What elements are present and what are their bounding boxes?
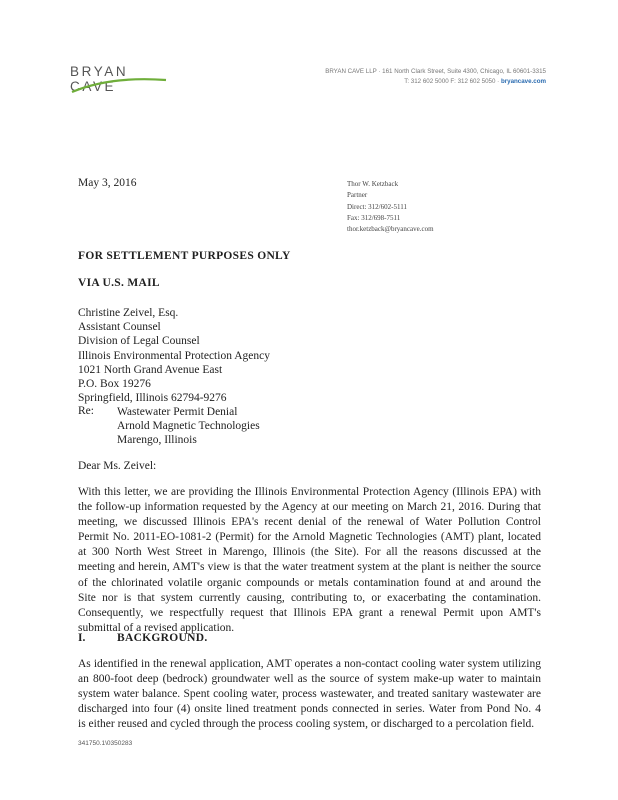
re-line: Marengo, Illinois [117,434,197,447]
document-reference: 341750.1\0350283 [78,740,133,747]
author-title: Partner [347,191,368,200]
paragraph-line: discharged into four (4) onsite lined treatment ponds connected in series. Water from Pond No. 4 [78,703,541,716]
paragraph-line: As identified in the renewal application, AMT operates a non-contact cooling water system utilizing [78,658,541,670]
recipient-line: Springfield, Illinois 62794-9276 [78,392,227,405]
logo-swoosh-icon [70,64,180,98]
recipient-line: Assistant Counsel [78,321,161,334]
paragraph-line: With this letter, we are providing the Illinois Environmental Protection Agency (Illinois EPA) with [78,486,541,498]
firm-contact-info [325,67,546,87]
section-number: I. [78,632,86,644]
paragraph-line: submittal of a revised application. [78,621,235,634]
author-direct-phone: Direct: 312/602-5111 [347,202,407,211]
author-email[interactable]: thor.ketzback@bryancave.com [347,225,434,234]
firm-phone: T: 312 602 5000 F: 312 602 5050 · [404,78,500,85]
delivery-method: VIA U.S. MAIL [78,277,160,289]
paragraph-line: an 800-foot deep (bedrock) groundwater well as the source of system make-up water to maintain [78,673,541,686]
salutation: Dear Ms. Zeivel: [78,460,157,472]
intro-paragraph [78,485,541,636]
firm-address-line: BRYAN CAVE LLP · 161 North Clark Street, Suite 4300, Chicago, IL 60601-3315 [325,68,546,75]
paragraph-line: is either reused and cycled through the process cooling system, or discharged to a percolation field. [78,718,535,731]
paragraph-line: at 300 North West Street in Marengo, Illinois (the Site). For all the reasons discussed at the [78,546,541,559]
re-label: Re: [78,405,94,417]
settlement-notice: FOR SETTLEMENT PURPOSES ONLY [78,250,291,262]
recipient-line: P.O. Box 19276 [78,378,151,391]
background-paragraph [78,657,541,732]
letter-date: May 3, 2016 [78,177,137,189]
recipient-line: Illinois Environmental Protection Agency [78,349,270,362]
section-title: BACKGROUND. [117,632,208,644]
paragraph-line: Site nor is that system currently causing, contributing to, or exacerbating the contamination. [78,591,541,604]
recipient-address [78,306,270,405]
firm-phone-line [325,77,546,87]
paragraph-line: the follow-up information requested by the Agency at our meeting on March 21, 2016. During that [78,501,541,514]
re-line: Wastewater Permit Denial [117,406,238,418]
author-block [347,179,434,235]
author-fax: Fax: 312/698-7511 [347,213,401,222]
firm-website-link[interactable]: bryancave.com [500,78,546,85]
paragraph-line: of the chlorinated volatile organic compounds or metals contamination found at and around the [78,576,541,589]
author-name: Thor W. Ketzback [347,180,399,188]
re-subject [117,405,260,448]
paragraph-line: Permit No. 2011-EO-1081-2 (Permit) for the Arnold Magnetic Technologies (AMT) plant, located [78,531,541,544]
firm-logo [70,64,175,96]
paragraph-line: Consequently, we respectfully request that Illinois EPA grant a renewal Permit upon AMT's [78,606,541,619]
re-line: Arnold Magnetic Technologies [117,420,260,433]
paragraph-line: meeting and herein, AMT's view is that the water treatment system at the plant is neither the source [78,561,541,574]
paragraph-line: meeting, we discussed Illinois EPA's recent denial of the renewal of Water Pollution Control [78,516,541,529]
recipient-line: Christine Zeivel, Esq. [78,307,179,319]
recipient-line: Division of Legal Counsel [78,335,200,348]
logo-wordmark: BRYAN CAVE [70,64,129,94]
recipient-line: 1021 North Grand Avenue East [78,363,223,376]
paragraph-line: system water balance. Spent cooling water, process wastewater, and treated sanitary wastewater are [78,688,541,701]
